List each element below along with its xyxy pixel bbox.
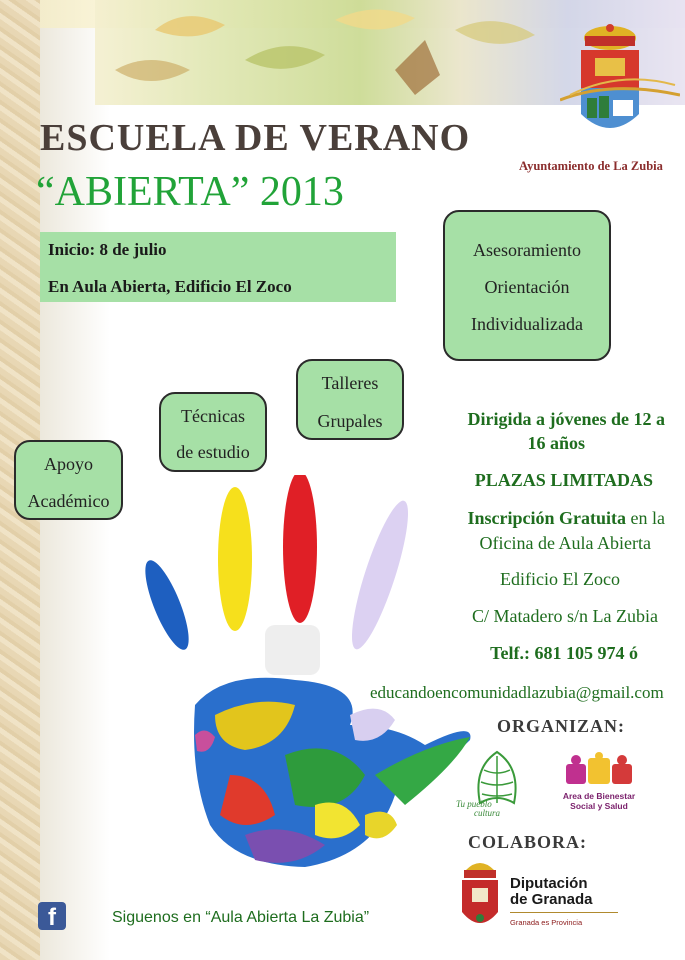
services-bubble: [443, 210, 611, 361]
oficina-text: Oficina de Aula Abierta: [479, 533, 651, 553]
tu-pueblo-logo-text: [456, 800, 500, 818]
organizan-label: ORGANIZAN:: [497, 716, 626, 736]
facebook-icon[interactable]: f: [38, 902, 66, 930]
title-abierta-2013: “ABIERTA” 2013: [36, 169, 344, 215]
facebook-footer-text: Siguenos en “Aula Abierta La Zubia”: [112, 909, 370, 926]
title-escuela-de-verano: ESCUELA DE VERANO: [40, 117, 471, 159]
bienestar-text-line1: Area de Bienestar: [562, 791, 636, 801]
diputacion-divider: [510, 912, 618, 913]
diputacion-name: [510, 876, 593, 908]
diputacion-tagline: Granada es Provincia: [510, 918, 583, 927]
email-address: educandoencomunidadlazubia@gmail.com: [370, 683, 664, 702]
bienestar-logo-text: [549, 791, 649, 811]
dirigida-line2: 16 años: [527, 433, 585, 453]
inscripcion-bold: Inscripción Gratuita: [467, 508, 627, 528]
diputacion-crest: [458, 856, 502, 934]
diputacion-line1: Diputación: [510, 875, 588, 892]
talleres-line2: Grupales: [317, 411, 383, 431]
bienestar-social-logo: [564, 752, 636, 790]
lugar-text: En Aula Abierta, Edificio El Zoco: [48, 277, 292, 296]
dirigida-line1: Dirigida a jóvenes de 12 a: [467, 409, 665, 429]
pueblo-text-line1: Tu pueblo: [456, 799, 492, 809]
direccion-text: C/ Matadero s/n La Zubia: [472, 606, 658, 626]
banner-leaves-decoration: [95, 0, 565, 105]
service-orientacion: Orientación: [484, 277, 570, 297]
tecnicas-line2: de estudio: [176, 442, 250, 462]
inscripcion-line: [468, 508, 666, 529]
apoyo-bubble: [14, 440, 123, 520]
ayuntamiento-label: Ayuntamiento de La Zubia: [519, 159, 663, 173]
edificio-text: Edificio El Zoco: [500, 569, 620, 589]
info-box: [40, 232, 396, 302]
plazas-limitadas: PLAZAS LIMITADAS: [474, 470, 653, 490]
inicio-text: Inicio: 8 de julio: [48, 240, 167, 259]
apoyo-line1: Apoyo: [44, 454, 93, 474]
service-asesoramiento: Asesoramiento: [473, 240, 581, 260]
talleres-bubble: [296, 359, 404, 440]
tecnicas-line1: Técnicas: [181, 406, 245, 426]
diputacion-line2: de Granada: [510, 891, 593, 908]
inscripcion-rest: en la: [626, 508, 665, 528]
tecnicas-bubble: [159, 392, 267, 472]
service-individualizada: Individualizada: [471, 314, 583, 334]
apoyo-line2: Académico: [27, 491, 110, 511]
bienestar-text-line2: Social y Salud: [570, 801, 628, 811]
painted-hand-illustration: [135, 475, 485, 885]
wheat-decoration: [560, 70, 680, 110]
telefono-text: Telf.: 681 105 974 ó: [490, 643, 638, 663]
colabora-label: COLABORA:: [468, 832, 588, 852]
pueblo-text-line2: cultura: [474, 808, 500, 818]
talleres-line1: Talleres: [321, 373, 379, 393]
